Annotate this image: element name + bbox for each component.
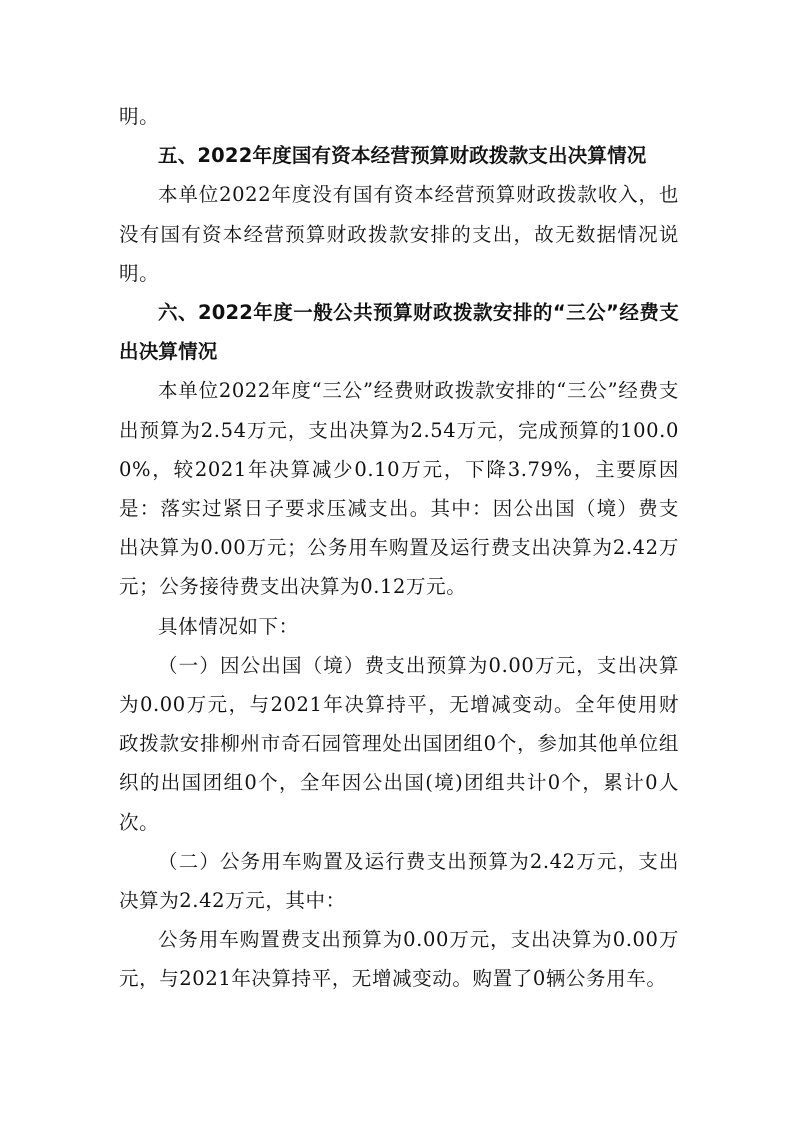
document-body [119, 97, 679, 999]
paragraph-details-intro: 具体情况如下： [158, 614, 299, 638]
section-heading-5: 五、2022年度国有资本经营预算财政拨款支出决算情况 [158, 144, 647, 168]
paragraph-vehicle-purchase: 公务用车购置费支出预算为0.00万元，支出决算为0.00万元，与2021年决算持平，无增减变动。购置了0辆公务用车。 [119, 928, 679, 991]
paragraph-continuation: 明。 [119, 105, 160, 128]
paragraph-state-capital-budget: 本单位2022年度没有国有资本经营预算财政拨款收入，也没有国有资本经营预算财政拨款安排的支出，故无数据情况说明。 [119, 183, 679, 285]
paragraph-official-vehicles: （二）公务用车购置及运行费支出预算为2.42万元，支出决算为2.42万元，其中： [119, 849, 679, 913]
paragraph-overseas-travel: （一）因公出国（境）费支出预算为0.00万元，支出决算为0.00万元，与2021年决算持平，无增减变动。全年使用财政拨款安排柳州市奇石园管理处出国团组0个，参加其他单位组织的出国团组0个，全年因公出国(境)团组共计0个，累计0人次。 [119, 653, 679, 834]
section-heading-6: 六、2022年度一般公共预算财政拨款安排的“三公”经费支出决算情况 [119, 301, 679, 364]
paragraph-three-public-summary: 本单位2022年度“三公”经费财政拨款安排的“三公”经费支出预算为2.54万元，支出决算为2.54万元，完成预算的100.00%，较2021年决算减少0.10万元，下降3.79%，主要原因是：落实过紧日子要求压减支出。其中：因公出国（境）费支出决算为0.00万元；公务用车购置及运行费支出决算为2.42万元；公务接待费支出决算为0.12万元。 [119, 379, 679, 599]
